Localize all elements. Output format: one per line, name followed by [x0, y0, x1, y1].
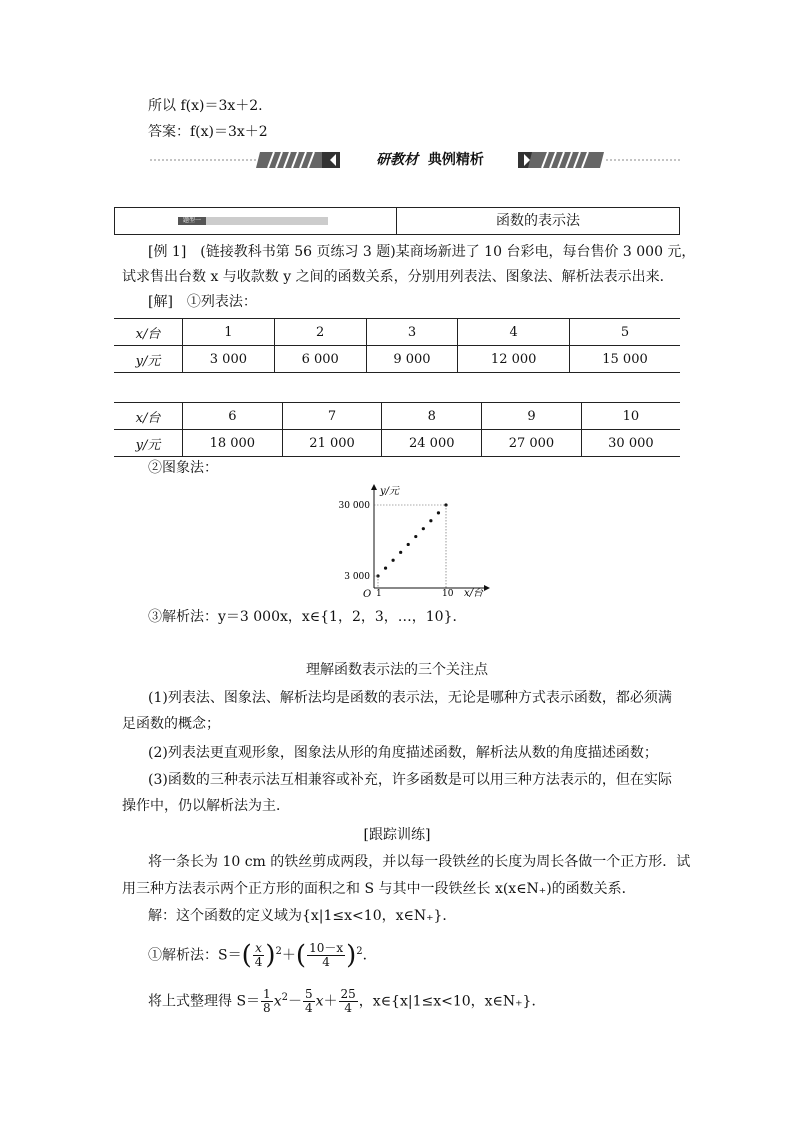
fraction-numerator: x: [255, 941, 262, 956]
analytic-method: ③解析法：y＝3 000x，x∈{1，2，3，…，10}．: [148, 609, 467, 625]
formula-2: 将上式整理得 S＝ $\frac{1}{8}$ $x^2-$ $\frac{5}{4}$ x＋ $\frac{25}{4}$ ，x∈{x|1≤x<10，x∈N₊}．: [148, 987, 546, 1016]
fraction-denominator: 4: [304, 1001, 313, 1016]
data-point: [422, 527, 425, 530]
notes-point-3a: (3)函数的三种表示法互相兼容或补充，许多函数是可以用三种方法表示的，但在实际: [148, 772, 672, 788]
y-tick-label: 30 000: [338, 501, 370, 511]
data-point: [429, 519, 432, 522]
fraction-denominator: 4: [254, 955, 263, 970]
intro-answer: 答案：f(x)＝3x＋2: [148, 124, 268, 140]
value-table-2: [114, 402, 680, 457]
example-line-1: [例 1] (链接教科书第 56 页练习 3 题)某商场新进了 10 台彩电，每台售价 3 000 元，: [148, 244, 696, 260]
notes-point-1b: 足函数的概念；: [122, 716, 220, 732]
section-banner: [150, 148, 680, 172]
data-points: [374, 503, 448, 588]
table-cell: y/元: [114, 346, 183, 373]
table-cell: 15 000: [570, 346, 680, 373]
intro-line-1: 所以 f(x)＝3x＋2.: [148, 98, 263, 114]
table-row: [114, 430, 680, 457]
practice-heading: [跟踪训练]: [363, 827, 431, 843]
notes-point-3b: 操作中，仍以解析法为主．: [122, 798, 290, 814]
notes-heading: 理解函数表示法的三个关注点: [306, 662, 488, 678]
table-cell: 7: [282, 403, 382, 430]
fraction: [253, 942, 265, 969]
table-cell: 30 000: [581, 430, 680, 457]
table-cell: x/台: [114, 319, 183, 346]
fraction: [339, 988, 358, 1015]
table-cell: 8: [382, 403, 482, 430]
data-point: [392, 559, 395, 562]
table-cell: 24 000: [382, 430, 482, 457]
data-point: [414, 535, 417, 538]
table-cell: 21 000: [282, 430, 382, 457]
table-cell: 1: [183, 319, 275, 346]
table-cell: 4: [458, 319, 570, 346]
table-row: [114, 346, 680, 373]
table-cell: x/台: [114, 403, 183, 430]
table-cell: 3: [366, 319, 458, 346]
table-cell: 10: [581, 403, 680, 430]
practice-question-1: 将一条长为 10 cm 的铁丝剪成两段，并以每一段铁丝的长度为周长各做一个正方形．试: [148, 854, 691, 870]
table-cell: 12 000: [458, 346, 570, 373]
banner-title: [350, 150, 510, 170]
fraction-denominator: 4: [322, 955, 330, 970]
graph-method-label: ②图象法：: [148, 460, 218, 476]
formula-1: ①解析法：S＝( $\frac{x}{4}$ )$^2$＋( $\frac{10-x}{4}$ )$^2$．: [148, 940, 377, 971]
fraction-numerator: 1: [263, 987, 271, 1002]
table-cell: 6 000: [274, 346, 366, 373]
fraction: [261, 988, 273, 1015]
table-cell: y/元: [114, 430, 183, 457]
practice-question-2: 用三种方法表示两个正方形的面积之和 S 与其中一段铁丝长 x(x∈N₊)的函数关系．: [122, 881, 636, 897]
data-point: [384, 567, 387, 570]
example-line-2: 试求售出台数 x 与收款数 y 之间的函数关系，分别用列表法、图象法、解析法表示出来．: [122, 269, 674, 285]
banner-title-b: 典例精析: [427, 152, 484, 168]
topic-tag-cell: [115, 208, 397, 234]
formula-2-suffix: ，x∈{x|1≤x<10，x∈N₊}．: [358, 993, 546, 1010]
y-axis-arrow: [371, 484, 377, 490]
fraction-numerator: 5: [304, 987, 313, 1002]
table-row: [114, 403, 680, 430]
table-cell: 3 000: [183, 346, 275, 373]
value-table-1: [114, 318, 680, 373]
fraction-numerator: 25: [340, 987, 356, 1002]
practice-solution: 解：这个函数的定义域为{x|1≤x<10，x∈N₊}．: [148, 908, 457, 924]
notes-point-1a: (1)列表法、图象法、解析法均是函数的表示法，无论是哪种方式表示函数，都必须满: [148, 690, 672, 706]
data-point: [399, 551, 402, 554]
fraction-denominator: 4: [344, 1001, 352, 1016]
scatter-chart: [330, 484, 490, 599]
x-axis-label: x/台: [464, 588, 484, 599]
x-axis-arrow: [484, 585, 490, 591]
fraction: [307, 942, 345, 969]
topic-header: [114, 207, 680, 235]
topic-tag: 题型一: [178, 217, 206, 225]
table-cell: 2: [274, 319, 366, 346]
x-tick-label: 10: [442, 589, 454, 599]
data-point: [407, 543, 410, 546]
fraction-denominator: 8: [263, 1001, 271, 1016]
chart-svg: [330, 484, 490, 599]
fraction-numerator: 10－x: [309, 941, 344, 956]
notes-point-2: (2)列表法更直观形象，图象法从形的角度描述函数，解析法从数的角度描述函数；: [148, 745, 658, 761]
formula-2-prefix: 将上式整理得 S＝: [148, 993, 261, 1010]
fraction: [303, 988, 315, 1015]
y-tick-label: 3 000: [344, 572, 370, 582]
x-tick-label: 1: [376, 589, 382, 599]
table-cell: 27 000: [482, 430, 582, 457]
y-axis-label: y/元: [380, 486, 400, 497]
formula-1-prefix: ①解析法：S＝: [148, 947, 242, 964]
banner-title-a: 研教材: [376, 152, 419, 168]
topic-title: 函数的表示法: [496, 213, 580, 229]
topic-bar: [178, 217, 328, 225]
table-cell: 6: [183, 403, 283, 430]
table-cell: 9 000: [366, 346, 458, 373]
table-row: [114, 319, 680, 346]
origin-label: O: [363, 589, 372, 599]
solution-label: [解] ①列表法：: [148, 294, 257, 310]
table-cell: 5: [570, 319, 680, 346]
data-point: [437, 511, 440, 514]
table-cell: 9: [482, 403, 582, 430]
table-cell: 18 000: [183, 430, 283, 457]
